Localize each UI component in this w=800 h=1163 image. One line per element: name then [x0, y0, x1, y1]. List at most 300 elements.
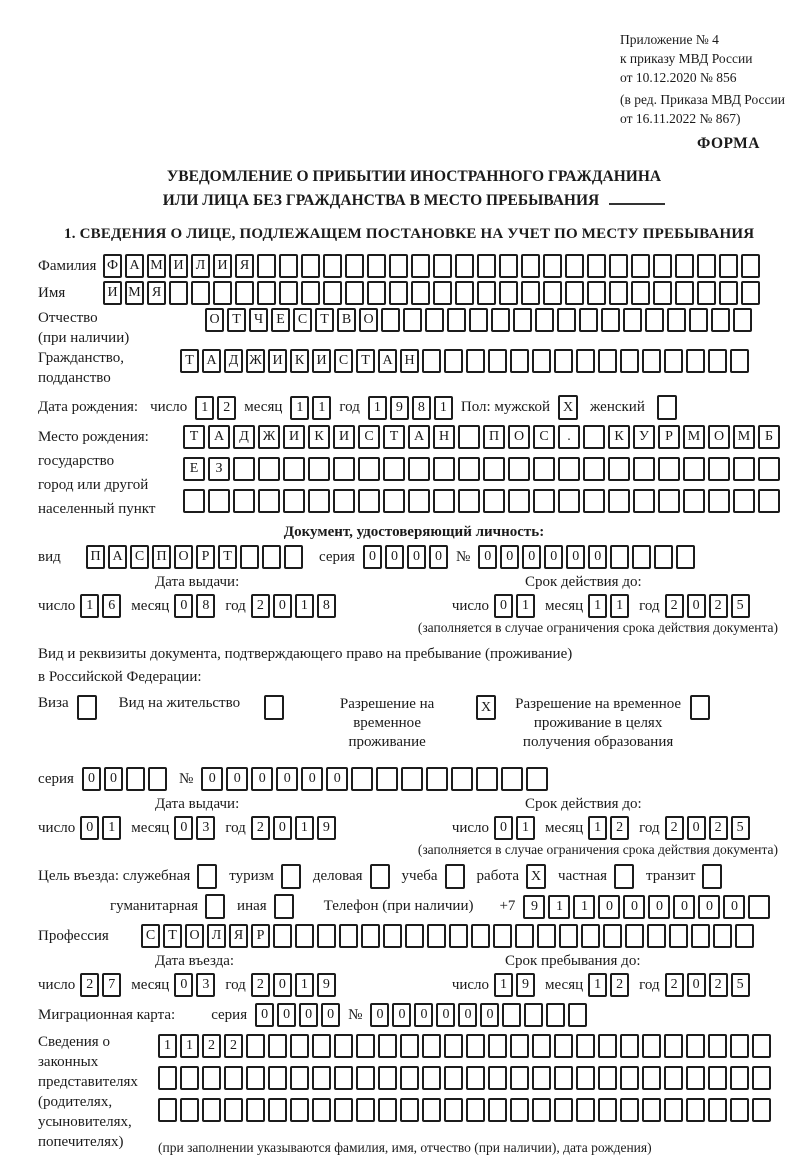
char-cell[interactable] [642, 1066, 661, 1090]
char-cell[interactable]: Я [235, 254, 254, 278]
char-cell[interactable] [378, 1034, 397, 1058]
char-cell[interactable] [587, 281, 606, 305]
char-cell[interactable]: Т [315, 308, 334, 332]
purpose-private-checkbox[interactable] [614, 864, 634, 889]
char-cell[interactable] [708, 349, 727, 373]
char-cell[interactable] [334, 1098, 353, 1122]
char-cell[interactable] [642, 349, 661, 373]
char-cell[interactable]: И [283, 425, 305, 449]
char-cell[interactable]: 0 [494, 594, 513, 618]
char-cell[interactable] [425, 308, 444, 332]
char-cell[interactable]: Е [183, 457, 205, 481]
char-cell[interactable] [411, 281, 430, 305]
char-cell[interactable]: К [608, 425, 630, 449]
char-cell[interactable]: Р [196, 545, 215, 569]
char-cell[interactable]: 0 [480, 1003, 499, 1027]
char-cell[interactable]: 0 [277, 1003, 296, 1027]
char-cell[interactable] [262, 545, 281, 569]
char-cell[interactable] [345, 254, 364, 278]
char-cell[interactable] [499, 281, 518, 305]
char-cell[interactable] [664, 1098, 683, 1122]
char-cell[interactable]: 0 [500, 545, 519, 569]
purpose-tourism-checkbox[interactable] [281, 864, 301, 889]
char-cell[interactable]: Л [207, 924, 226, 948]
char-cell[interactable] [686, 1098, 705, 1122]
char-cell[interactable]: 1 [368, 396, 387, 420]
char-cell[interactable] [458, 457, 480, 481]
char-cell[interactable] [554, 1098, 573, 1122]
char-cell[interactable] [422, 349, 441, 373]
char-cell[interactable]: А [378, 349, 397, 373]
char-cell[interactable]: 1 [102, 816, 121, 840]
char-cell[interactable] [213, 281, 232, 305]
char-cell[interactable] [508, 457, 530, 481]
char-cell[interactable]: 0 [276, 767, 298, 791]
char-cell[interactable] [730, 349, 749, 373]
char-cell[interactable]: 0 [407, 545, 426, 569]
char-cell[interactable] [568, 1003, 587, 1027]
char-cell[interactable] [532, 349, 551, 373]
char-cell[interactable] [609, 254, 628, 278]
char-cell[interactable]: . [558, 425, 580, 449]
char-cell[interactable] [290, 1066, 309, 1090]
char-cell[interactable]: 5 [731, 816, 750, 840]
char-cell[interactable]: У [633, 425, 655, 449]
char-cell[interactable] [535, 308, 554, 332]
char-cell[interactable]: О [708, 425, 730, 449]
char-cell[interactable] [381, 308, 400, 332]
char-cell[interactable] [491, 308, 510, 332]
char-cell[interactable] [312, 1098, 331, 1122]
char-cell[interactable]: Т [163, 924, 182, 948]
char-cell[interactable] [233, 457, 255, 481]
char-cell[interactable]: 0 [251, 767, 273, 791]
char-cell[interactable] [433, 457, 455, 481]
char-cell[interactable]: Т [180, 349, 199, 373]
char-cell[interactable] [647, 924, 666, 948]
char-cell[interactable] [711, 308, 730, 332]
char-cell[interactable]: П [86, 545, 105, 569]
char-cell[interactable]: 2 [610, 973, 629, 997]
char-cell[interactable]: 1 [516, 594, 535, 618]
char-cell[interactable]: И [213, 254, 232, 278]
char-cell[interactable] [583, 489, 605, 513]
char-cell[interactable]: 1 [588, 816, 607, 840]
char-cell[interactable] [308, 457, 330, 481]
char-cell[interactable]: И [169, 254, 188, 278]
char-cell[interactable] [697, 254, 716, 278]
char-cell[interactable]: 8 [412, 396, 431, 420]
char-cell[interactable] [686, 1066, 705, 1090]
char-cell[interactable] [405, 924, 424, 948]
char-cell[interactable]: 2 [610, 816, 629, 840]
char-cell[interactable] [515, 924, 534, 948]
char-cell[interactable]: 0 [174, 816, 193, 840]
char-cell[interactable]: Д [233, 425, 255, 449]
char-cell[interactable] [351, 767, 373, 791]
char-cell[interactable] [488, 1066, 507, 1090]
char-cell[interactable] [554, 1066, 573, 1090]
char-cell[interactable]: Ч [249, 308, 268, 332]
char-cell[interactable] [691, 924, 710, 948]
char-cell[interactable]: 0 [598, 895, 620, 919]
char-cell[interactable] [493, 924, 512, 948]
char-cell[interactable]: О [205, 308, 224, 332]
char-cell[interactable] [471, 924, 490, 948]
char-cell[interactable] [686, 1034, 705, 1058]
char-cell[interactable] [758, 489, 780, 513]
char-cell[interactable]: О [174, 545, 193, 569]
char-cell[interactable]: 0 [363, 545, 382, 569]
char-cell[interactable] [752, 1066, 771, 1090]
char-cell[interactable] [532, 1098, 551, 1122]
char-cell[interactable]: 2 [665, 973, 684, 997]
char-cell[interactable] [469, 308, 488, 332]
residence-permit-checkbox[interactable] [264, 695, 284, 720]
char-cell[interactable]: 0 [273, 973, 292, 997]
char-cell[interactable] [583, 425, 605, 449]
char-cell[interactable] [735, 924, 754, 948]
char-cell[interactable] [202, 1066, 221, 1090]
char-cell[interactable] [708, 1098, 727, 1122]
char-cell[interactable] [524, 1003, 543, 1027]
char-cell[interactable]: 1 [295, 973, 314, 997]
char-cell[interactable] [625, 924, 644, 948]
char-cell[interactable] [521, 281, 540, 305]
char-cell[interactable] [510, 1066, 529, 1090]
char-cell[interactable] [686, 349, 705, 373]
char-cell[interactable] [126, 767, 145, 791]
char-cell[interactable]: Н [400, 349, 419, 373]
char-cell[interactable]: Т [218, 545, 237, 569]
char-cell[interactable] [558, 489, 580, 513]
char-cell[interactable] [400, 1066, 419, 1090]
char-cell[interactable] [526, 767, 548, 791]
purpose-study-checkbox[interactable] [445, 864, 465, 889]
char-cell[interactable] [466, 1098, 485, 1122]
char-cell[interactable]: Т [227, 308, 246, 332]
char-cell[interactable]: С [141, 924, 160, 948]
char-cell[interactable] [676, 545, 695, 569]
char-cell[interactable]: М [683, 425, 705, 449]
char-cell[interactable] [642, 1034, 661, 1058]
char-cell[interactable]: 1 [158, 1034, 177, 1058]
char-cell[interactable] [466, 349, 485, 373]
char-cell[interactable] [631, 281, 650, 305]
char-cell[interactable] [383, 489, 405, 513]
sex-female-checkbox[interactable] [657, 395, 677, 420]
char-cell[interactable]: 1 [588, 594, 607, 618]
char-cell[interactable]: П [483, 425, 505, 449]
char-cell[interactable]: А [202, 349, 221, 373]
char-cell[interactable]: 0 [392, 1003, 411, 1027]
char-cell[interactable] [451, 767, 473, 791]
char-cell[interactable] [576, 1098, 595, 1122]
char-cell[interactable]: 0 [687, 816, 706, 840]
char-cell[interactable]: 1 [312, 396, 331, 420]
char-cell[interactable] [358, 489, 380, 513]
char-cell[interactable] [317, 924, 336, 948]
char-cell[interactable]: И [312, 349, 331, 373]
char-cell[interactable] [642, 1098, 661, 1122]
char-cell[interactable]: 1 [295, 816, 314, 840]
char-cell[interactable]: Я [229, 924, 248, 948]
char-cell[interactable]: 0 [588, 545, 607, 569]
char-cell[interactable] [268, 1098, 287, 1122]
char-cell[interactable]: М [125, 281, 144, 305]
char-cell[interactable]: 5 [731, 594, 750, 618]
char-cell[interactable]: С [293, 308, 312, 332]
char-cell[interactable] [532, 1034, 551, 1058]
char-cell[interactable] [258, 457, 280, 481]
purpose-business-checkbox[interactable] [370, 864, 390, 889]
char-cell[interactable]: 8 [317, 594, 336, 618]
char-cell[interactable]: Т [383, 425, 405, 449]
char-cell[interactable] [312, 1034, 331, 1058]
char-cell[interactable] [422, 1066, 441, 1090]
purpose-humanitarian-checkbox[interactable] [205, 894, 225, 919]
char-cell[interactable] [376, 767, 398, 791]
char-cell[interactable] [268, 1034, 287, 1058]
char-cell[interactable]: В [337, 308, 356, 332]
char-cell[interactable]: 6 [102, 594, 121, 618]
char-cell[interactable]: 0 [698, 895, 720, 919]
char-cell[interactable] [183, 489, 205, 513]
char-cell[interactable]: 9 [516, 973, 535, 997]
char-cell[interactable] [510, 1098, 529, 1122]
char-cell[interactable]: 0 [414, 1003, 433, 1027]
char-cell[interactable] [658, 457, 680, 481]
char-cell[interactable]: Т [356, 349, 375, 373]
char-cell[interactable] [658, 489, 680, 513]
char-cell[interactable]: 0 [522, 545, 541, 569]
char-cell[interactable] [741, 254, 760, 278]
char-cell[interactable]: 1 [290, 396, 309, 420]
char-cell[interactable]: 2 [202, 1034, 221, 1058]
char-cell[interactable]: 1 [295, 594, 314, 618]
char-cell[interactable] [581, 924, 600, 948]
char-cell[interactable]: 5 [731, 973, 750, 997]
char-cell[interactable] [697, 281, 716, 305]
char-cell[interactable] [202, 1098, 221, 1122]
char-cell[interactable] [533, 457, 555, 481]
char-cell[interactable]: 0 [385, 545, 404, 569]
char-cell[interactable]: Р [251, 924, 270, 948]
char-cell[interactable]: А [108, 545, 127, 569]
char-cell[interactable] [719, 254, 738, 278]
char-cell[interactable] [609, 281, 628, 305]
char-cell[interactable] [683, 457, 705, 481]
char-cell[interactable] [537, 924, 556, 948]
char-cell[interactable]: 1 [573, 895, 595, 919]
char-cell[interactable] [408, 489, 430, 513]
char-cell[interactable] [620, 349, 639, 373]
char-cell[interactable]: 2 [709, 594, 728, 618]
char-cell[interactable]: Ф [103, 254, 122, 278]
char-cell[interactable]: К [308, 425, 330, 449]
char-cell[interactable]: 0 [174, 594, 193, 618]
char-cell[interactable] [510, 1034, 529, 1058]
char-cell[interactable]: И [268, 349, 287, 373]
char-cell[interactable] [633, 489, 655, 513]
char-cell[interactable] [378, 1066, 397, 1090]
char-cell[interactable]: 1 [610, 594, 629, 618]
char-cell[interactable] [233, 489, 255, 513]
char-cell[interactable]: 0 [544, 545, 563, 569]
char-cell[interactable]: С [533, 425, 555, 449]
char-cell[interactable] [169, 281, 188, 305]
purpose-work-checkbox[interactable]: X [526, 864, 546, 889]
char-cell[interactable] [257, 254, 276, 278]
char-cell[interactable] [532, 1066, 551, 1090]
char-cell[interactable]: 0 [687, 973, 706, 997]
char-cell[interactable] [546, 1003, 565, 1027]
char-cell[interactable]: 0 [301, 767, 323, 791]
char-cell[interactable] [579, 308, 598, 332]
char-cell[interactable] [557, 308, 576, 332]
char-cell[interactable] [455, 254, 474, 278]
char-cell[interactable]: 1 [548, 895, 570, 919]
char-cell[interactable]: 2 [251, 594, 270, 618]
char-cell[interactable]: Д [224, 349, 243, 373]
char-cell[interactable] [148, 767, 167, 791]
char-cell[interactable] [401, 767, 423, 791]
char-cell[interactable] [433, 489, 455, 513]
char-cell[interactable] [433, 254, 452, 278]
sex-male-checkbox[interactable]: X [558, 395, 578, 420]
char-cell[interactable] [620, 1066, 639, 1090]
char-cell[interactable] [333, 457, 355, 481]
char-cell[interactable] [752, 1034, 771, 1058]
char-cell[interactable] [499, 254, 518, 278]
char-cell[interactable] [653, 281, 672, 305]
char-cell[interactable]: 0 [623, 895, 645, 919]
char-cell[interactable] [719, 281, 738, 305]
char-cell[interactable]: 2 [665, 816, 684, 840]
char-cell[interactable]: 2 [80, 973, 99, 997]
char-cell[interactable]: 1 [516, 816, 535, 840]
char-cell[interactable] [583, 457, 605, 481]
char-cell[interactable]: 1 [195, 396, 214, 420]
char-cell[interactable] [733, 308, 752, 332]
char-cell[interactable] [664, 1034, 683, 1058]
char-cell[interactable]: 0 [226, 767, 248, 791]
char-cell[interactable] [403, 308, 422, 332]
char-cell[interactable]: 0 [255, 1003, 274, 1027]
char-cell[interactable]: 3 [196, 816, 215, 840]
char-cell[interactable] [598, 1098, 617, 1122]
char-cell[interactable] [576, 349, 595, 373]
char-cell[interactable] [521, 254, 540, 278]
char-cell[interactable] [224, 1098, 243, 1122]
char-cell[interactable] [444, 349, 463, 373]
char-cell[interactable]: 9 [317, 816, 336, 840]
char-cell[interactable] [180, 1066, 199, 1090]
char-cell[interactable] [608, 457, 630, 481]
char-cell[interactable] [191, 281, 210, 305]
char-cell[interactable] [283, 457, 305, 481]
char-cell[interactable] [466, 1066, 485, 1090]
char-cell[interactable] [422, 1098, 441, 1122]
char-cell[interactable] [383, 924, 402, 948]
char-cell[interactable] [508, 489, 530, 513]
char-cell[interactable] [664, 349, 683, 373]
char-cell[interactable] [422, 1034, 441, 1058]
char-cell[interactable]: 0 [326, 767, 348, 791]
char-cell[interactable]: 1 [494, 973, 513, 997]
char-cell[interactable]: 0 [201, 767, 223, 791]
char-cell[interactable] [273, 924, 292, 948]
char-cell[interactable] [356, 1034, 375, 1058]
char-cell[interactable] [708, 457, 730, 481]
char-cell[interactable] [558, 457, 580, 481]
char-cell[interactable]: 1 [180, 1034, 199, 1058]
purpose-transit-checkbox[interactable] [702, 864, 722, 889]
char-cell[interactable] [334, 1034, 353, 1058]
char-cell[interactable]: Ж [258, 425, 280, 449]
char-cell[interactable] [667, 308, 686, 332]
char-cell[interactable] [565, 281, 584, 305]
char-cell[interactable]: Е [271, 308, 290, 332]
char-cell[interactable]: Р [658, 425, 680, 449]
char-cell[interactable]: 0 [273, 816, 292, 840]
char-cell[interactable]: 1 [588, 973, 607, 997]
char-cell[interactable] [235, 281, 254, 305]
char-cell[interactable] [598, 349, 617, 373]
char-cell[interactable] [733, 489, 755, 513]
char-cell[interactable] [283, 489, 305, 513]
char-cell[interactable] [308, 489, 330, 513]
purpose-official-checkbox[interactable] [197, 864, 217, 889]
char-cell[interactable]: 2 [224, 1034, 243, 1058]
char-cell[interactable] [533, 489, 555, 513]
char-cell[interactable] [733, 457, 755, 481]
char-cell[interactable] [669, 924, 688, 948]
char-cell[interactable]: 7 [102, 973, 121, 997]
char-cell[interactable] [458, 489, 480, 513]
char-cell[interactable] [730, 1066, 749, 1090]
char-cell[interactable] [620, 1098, 639, 1122]
char-cell[interactable] [598, 1066, 617, 1090]
char-cell[interactable] [224, 1066, 243, 1090]
char-cell[interactable] [752, 1098, 771, 1122]
char-cell[interactable] [411, 254, 430, 278]
char-cell[interactable]: М [733, 425, 755, 449]
char-cell[interactable] [323, 281, 342, 305]
char-cell[interactable]: 1 [80, 594, 99, 618]
char-cell[interactable] [488, 349, 507, 373]
char-cell[interactable] [603, 924, 622, 948]
char-cell[interactable] [301, 281, 320, 305]
char-cell[interactable] [458, 425, 480, 449]
char-cell[interactable]: 0 [723, 895, 745, 919]
temp-permit-checkbox[interactable]: X [476, 695, 496, 720]
edu-permit-checkbox[interactable] [690, 695, 710, 720]
char-cell[interactable] [683, 489, 705, 513]
char-cell[interactable]: 0 [299, 1003, 318, 1027]
char-cell[interactable] [576, 1066, 595, 1090]
char-cell[interactable] [444, 1098, 463, 1122]
char-cell[interactable] [653, 254, 672, 278]
char-cell[interactable] [279, 254, 298, 278]
char-cell[interactable] [408, 457, 430, 481]
char-cell[interactable] [559, 924, 578, 948]
char-cell[interactable] [455, 281, 474, 305]
char-cell[interactable] [476, 767, 498, 791]
purpose-other-checkbox[interactable] [274, 894, 294, 919]
char-cell[interactable] [601, 308, 620, 332]
char-cell[interactable] [708, 1066, 727, 1090]
